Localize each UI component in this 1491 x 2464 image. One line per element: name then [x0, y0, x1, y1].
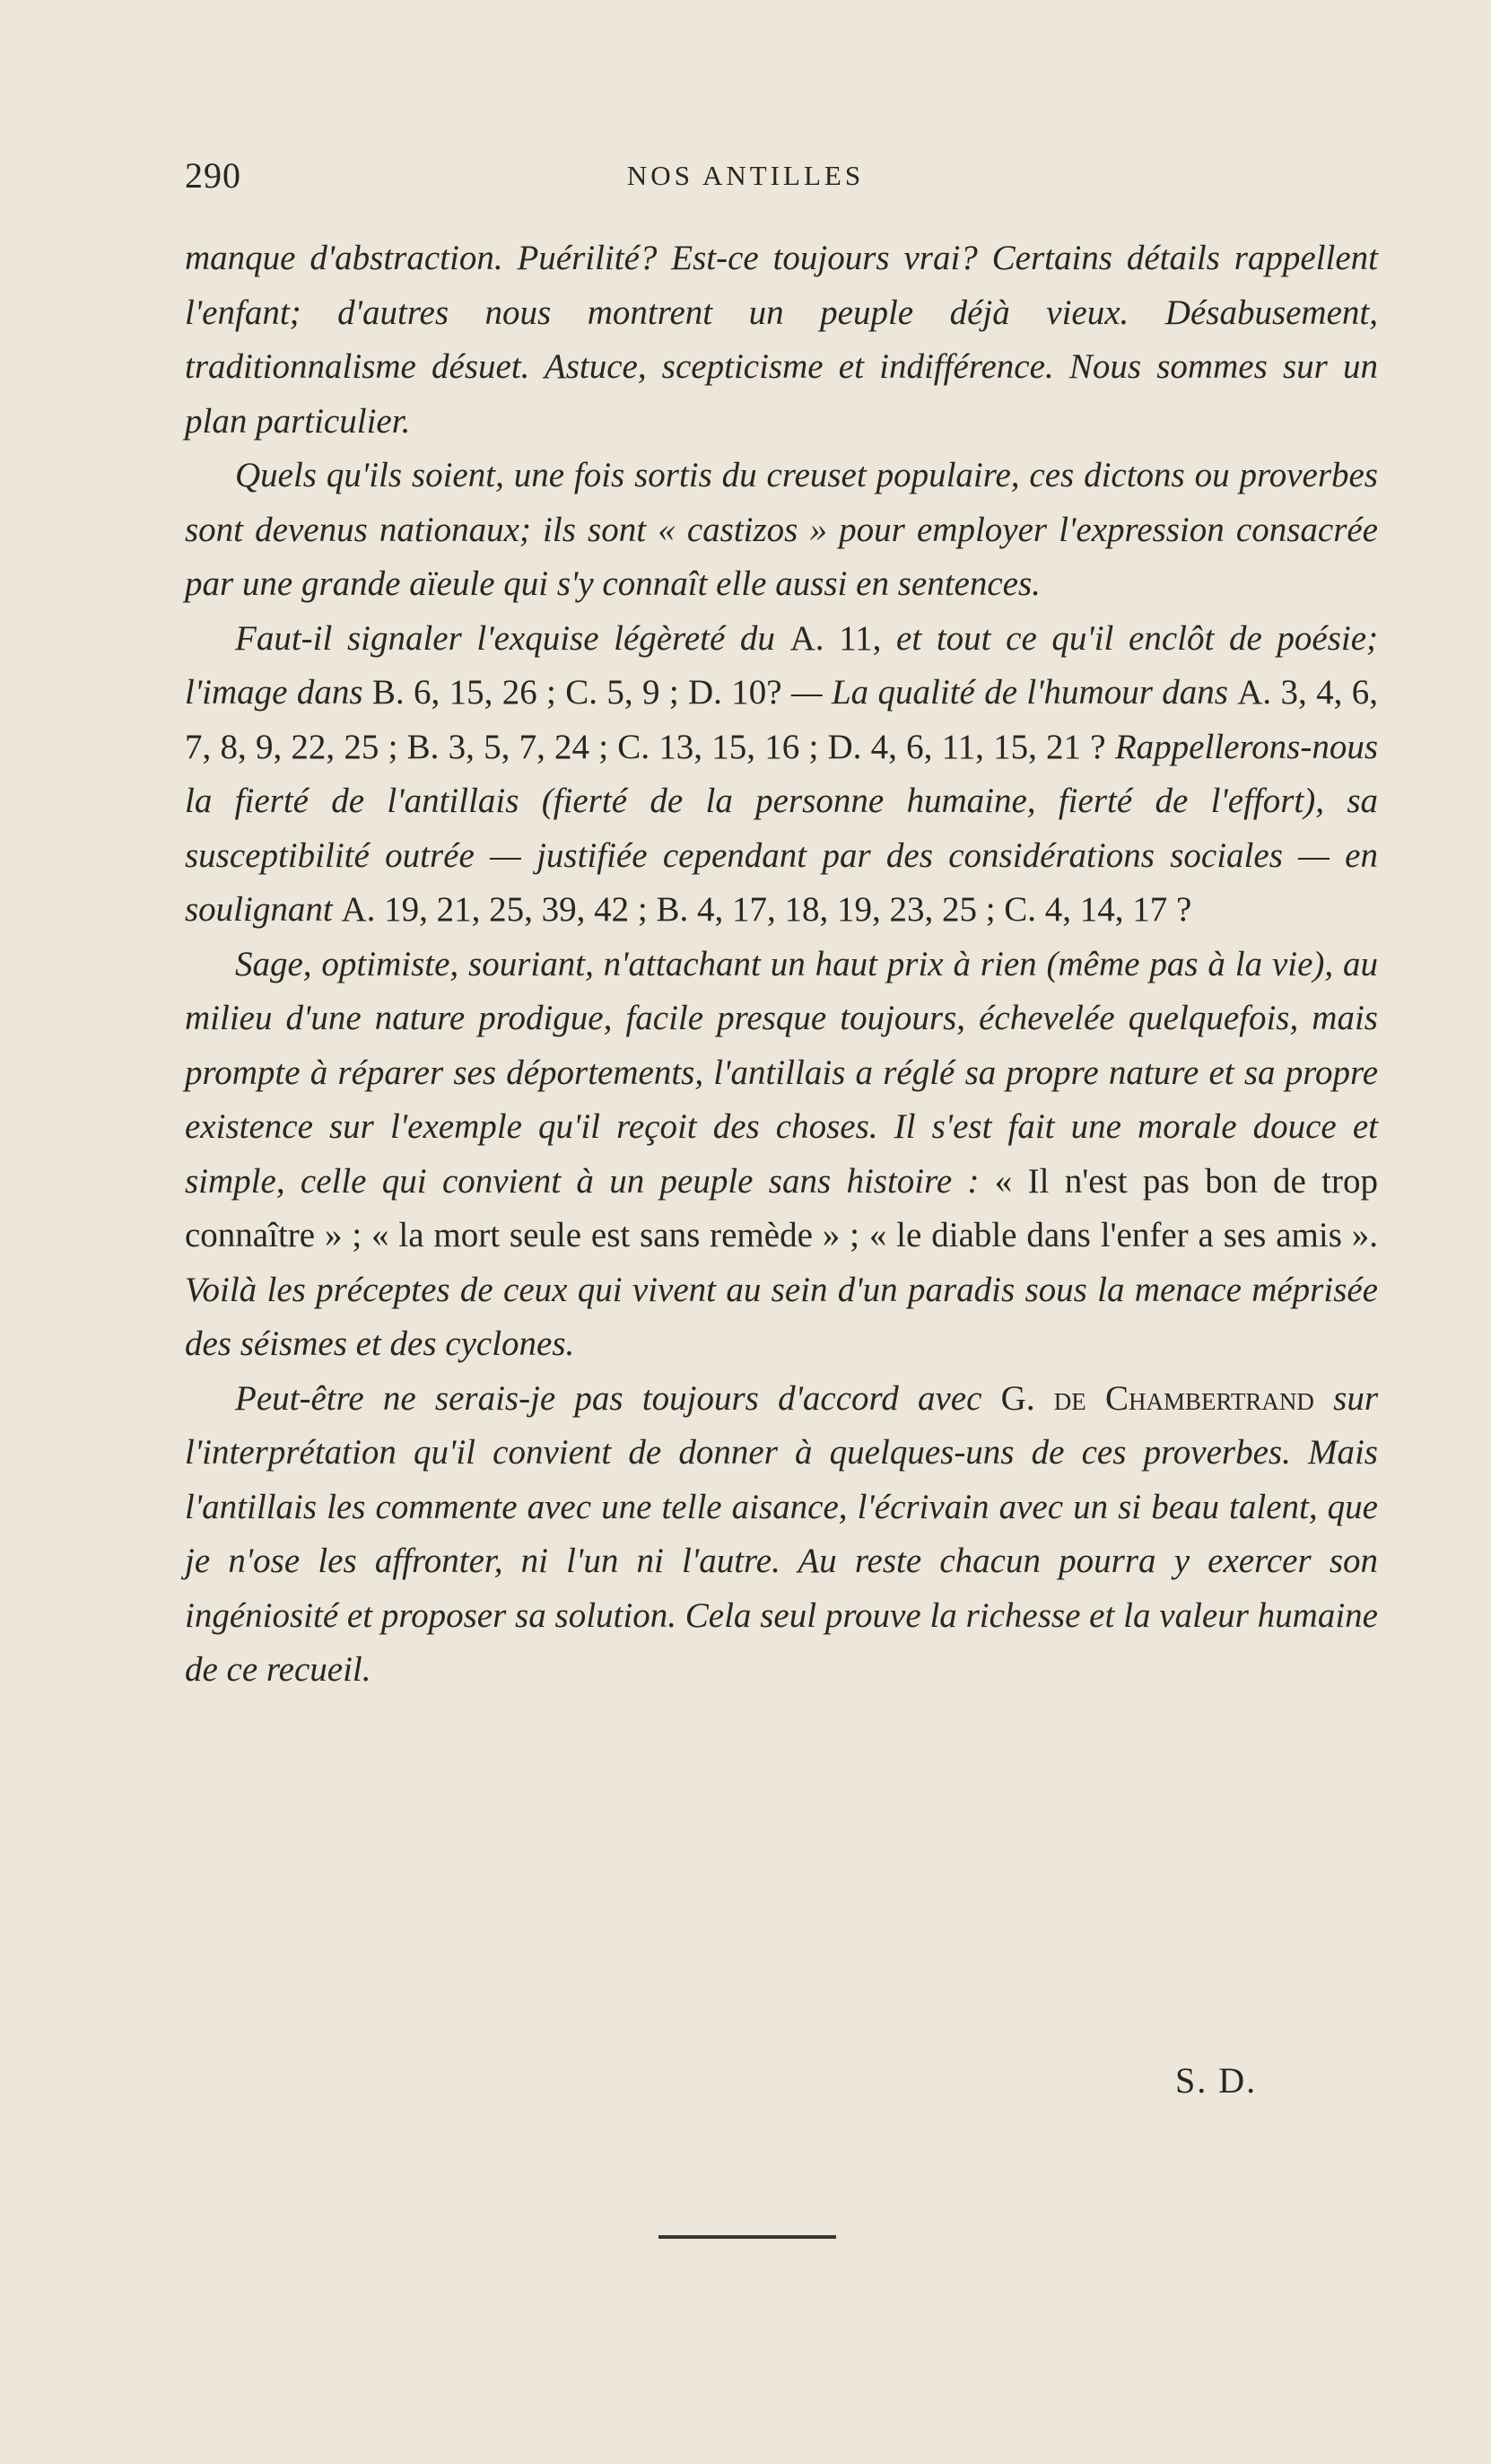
- paragraph-1: [185, 232, 1378, 449]
- text-run: sur l'interprétation qu'il convient de donner à quelques-uns de ces proverbes. Mais l'antillais les commente avec une telle aisance, l'écrivain avec un si beau talent, que je n'ose les affronter, ni l'un ni l'autre. Au reste chacun pourra y exercer son ingéniosité et proposer sa solution. Cela seul prouve la richesse et la valeur humaine de ce recueil.: [185, 1378, 1378, 1689]
- paragraph-2: [185, 449, 1378, 612]
- proverb-quote: « Il n'est pas bon de trop connaître » ; « la mort seule est sans remède » ; « le diable dans l'enfer a ses amis ».: [185, 1161, 1378, 1254]
- text-run: manque d'abstraction. Puérilité? Est-ce toujours vrai? Certains détails rappellent l'enfant; d'autres nous montrent un peuple déjà vieux. Désabusement, traditionnalisme désuet. Astuce, scepticisme et indifférence. Nous sommes sur un plan particulier.: [185, 239, 1378, 441]
- paragraph-3: [185, 612, 1378, 938]
- proverb-reference: A. 3, 4, 6, 7, 8, 9, 22, 25 ; B. 3, 5, 7, 24 ; C. 13, 15, 16 ; D. 4, 6, 11, 15, 21 ?: [185, 673, 1378, 766]
- text-run: Peut-être ne serais-je pas toujours d'accord avec: [235, 1378, 1001, 1418]
- text-run: Sage, optimiste, souriant, n'attachant un haut prix à rien (même pas à la vie), au milieu d'une nature prodigue, facile presque toujours, échevelée quelquefois, mais prompte à réparer ses déportements, l'antillais a réglé sa propre nature et sa propre existence sur l'exemple qu'il reçoit des choses. Il s'est fait une morale douce et simple, celle qui convient à un peuple sans histoire :: [185, 944, 1378, 1201]
- text-run: Voilà les préceptes de ceux qui vivent au sein d'un paradis sous la menace méprisée des séismes et des cyclones.: [185, 1270, 1378, 1363]
- paragraph-4: [185, 938, 1378, 1372]
- text-run: Faut-il signaler l'exquise légèreté du: [235, 618, 790, 658]
- paragraph-5: [185, 1372, 1378, 1698]
- text-run: et tout ce qu'il enclôt de poésie; l'image dans: [185, 618, 1378, 712]
- body-text: [185, 232, 1378, 1698]
- end-rule: [658, 2235, 836, 2239]
- signature: S. D.: [1175, 2060, 1258, 2101]
- author-name: G. de Chambertrand: [1000, 1378, 1314, 1418]
- proverb-reference: A. 19, 21, 25, 39, 42 ; B. 4, 17, 18, 19, 23, 25 ; C. 4, 14, 17 ?: [341, 890, 1192, 929]
- running-title: NOS ANTILLES: [626, 160, 865, 191]
- text-run: Quels qu'ils soient, une fois sortis du creuset populaire, ces dictons ou proverbes sont devenus nationaux; ils sont « castizos » pour employer l'expression consacrée par une grande aïeule qui s'y connaît elle aussi en sentences.: [185, 456, 1378, 603]
- text-run: Rappellerons-nous la fierté de l'antillais (fierté de la personne humaine, fierté de l'effort), sa susceptibilité outrée — justifiée cependant par des considérations sociales — en soulignant: [185, 727, 1378, 929]
- text-run: — La qualité de l'humour dans: [781, 673, 1238, 712]
- page-number: 290: [185, 155, 241, 196]
- proverb-reference: A. 11,: [789, 618, 882, 658]
- proverb-reference: B. 6, 15, 26 ; C. 5, 9 ; D. 10?: [371, 673, 782, 712]
